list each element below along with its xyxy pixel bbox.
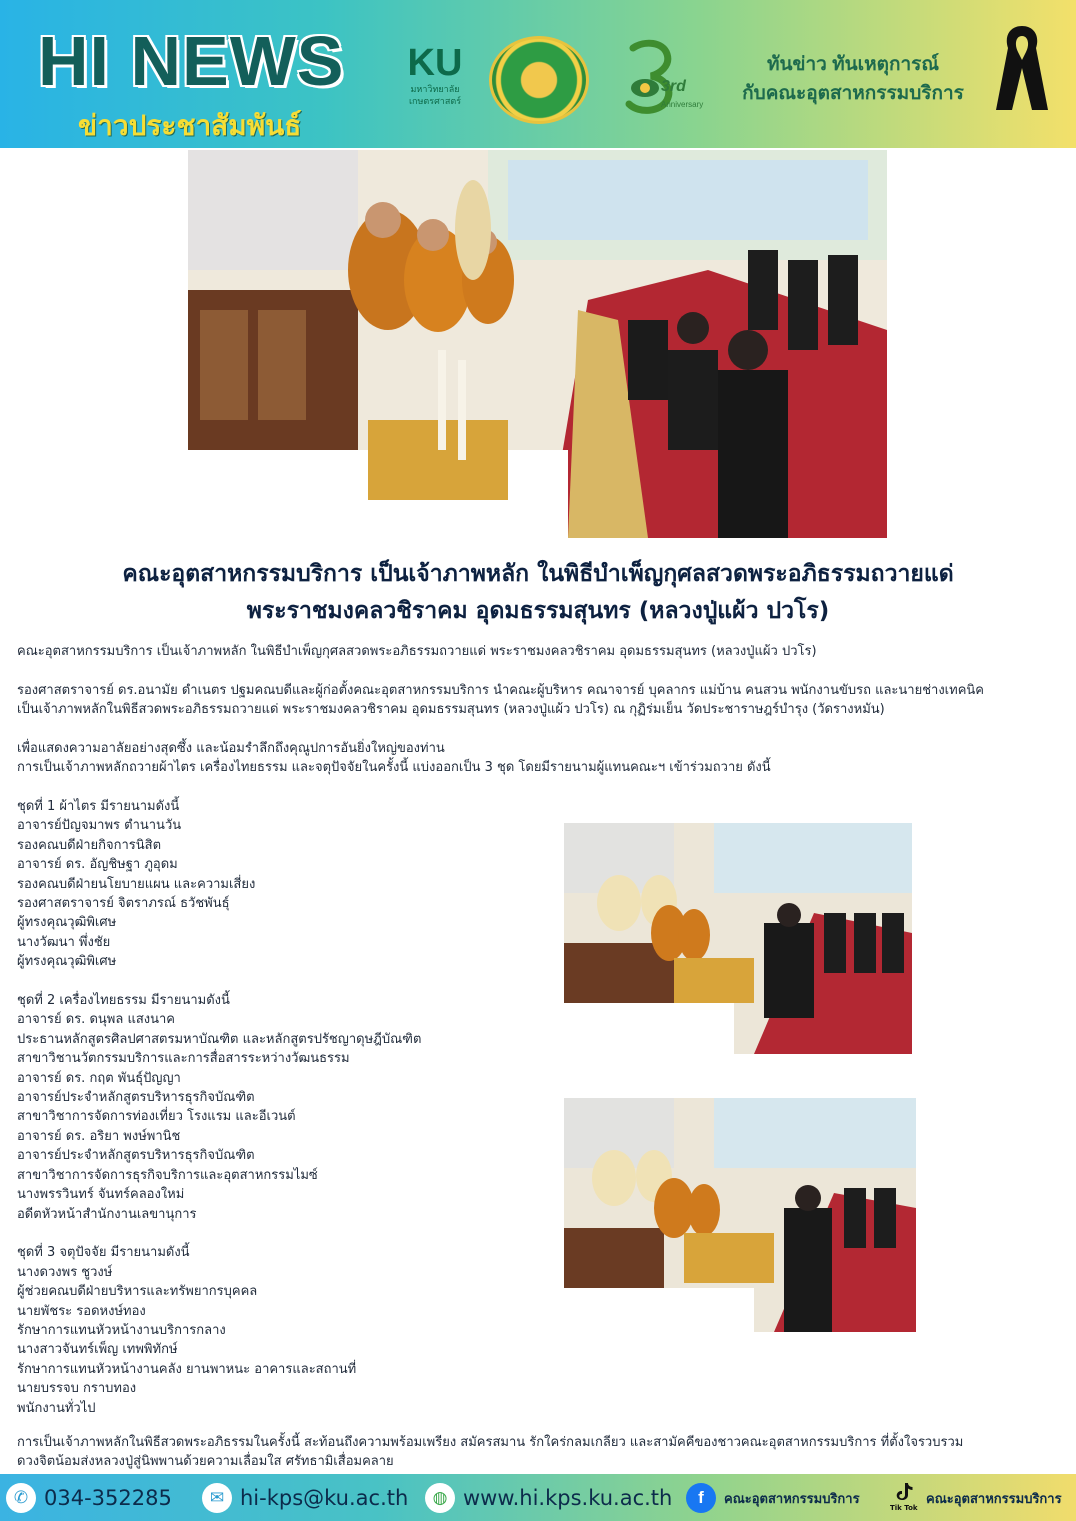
set1-line: ชุดที่ 1 ผ้าไตร มีรายนามดังนี้	[17, 799, 180, 814]
phone-number: 034-352285	[44, 1486, 172, 1510]
website-url: www.hi.kps.ku.ac.th	[463, 1486, 673, 1510]
set2-line: ประธานหลักสูตรศิลปศาสตรมหาบัณฑิต และหลักสูตรปรัชญาดุษฎีบัณฑิต	[17, 1031, 422, 1047]
tiktok-account-name: คณะอุตสาหกรรมบริการ	[926, 1491, 1062, 1507]
headline-line1: คณะอุตสาหกรรมบริการ เป็นเจ้าภาพหลัก ในพิธีบำเพ็ญกุศลสวดพระอภิธรรมถวายแด่	[122, 561, 954, 587]
tiktok-label: Tik Tok	[890, 1504, 918, 1512]
set3-line: รักษาการแทนหัวหน้างานบริการกลาง	[17, 1322, 226, 1338]
intro-paragraph: คณะอุตสาหกรรมบริการ เป็นเจ้าภาพหลัก ในพิธีบำเพ็ญกุศลสวดพระอภิธรรมถวายแด่ พระราชมงคลวชิราคม อุดมธรรมสุนทร (หลวงปู่แผ้ว ปวโร)	[17, 644, 817, 659]
slogan	[728, 50, 978, 108]
set2-block	[17, 991, 421, 1224]
set2-line: อาจารย์ ดร. อริยา พงษ์พานิช	[17, 1128, 181, 1144]
hi-news-logo: HI NEWS	[38, 22, 345, 100]
email-icon: ✉	[202, 1483, 232, 1513]
footer-website[interactable]	[425, 1480, 672, 1516]
headline-line2: พระราชมงคลวชิราคม อุดมธรรมสุนทร (หลวงปู่แผ้ว ปวโร)	[246, 598, 830, 624]
set2-line: สาขาวิชาการจัดการธุรกิจบริการและอุตสาหกรรมไมซ์	[17, 1167, 318, 1183]
closing-line2: ดวงจิตน้อมส่งหลวงปู่สู่นิพพานด้วยความเลื่อมใส ศรัทธามิเสื่อมคลาย	[17, 1454, 394, 1470]
header-banner	[0, 0, 1076, 148]
set2-line: อาจารย์ประจำหลักสูตรบริหารธุรกิจบัณฑิต	[17, 1148, 255, 1164]
closing-line1: การเป็นเจ้าภาพหลักในพิธีสวดพระอภิธรรมในครั้งนี้ สะท้อนถึงความพร้อมเพรียง สมัครสมาน รักใคร่กลมเกลียว และสามัคคีของชาวคณะอุตสาหกรรมบริการ ที่ตั้งใจรวบรวม	[17, 1435, 964, 1450]
set3-line: นายบรรจบ กราบทอง	[17, 1381, 137, 1397]
purpose-paragraph	[17, 739, 771, 778]
ceremony-photo-main	[188, 150, 887, 538]
article-headline	[12, 556, 1064, 630]
set2-line: อาจารย์ประจำหลักสูตรบริหารธุรกิจบัณฑิต	[17, 1090, 255, 1106]
purpose-line2: การเป็นเจ้าภาพหลักถวายผ้าไตร เครื่องไทยธรรม และจตุปัจจัยในครั้งนี้ แบ่งออกเป็น 3 ชุด โดยมีรายนามผู้แทนคณะฯ เข้าร่วมถวาย ดังนี้	[17, 760, 771, 776]
set3-line: นางสาวจันทร์เพ็ญ เทพพิทักษ์	[17, 1342, 178, 1358]
set2-line: สาขาวิชานวัตกรรมบริการและการสื่อสารระหว่างวัฒนธรรม	[17, 1051, 350, 1067]
faculty-seal-logo	[489, 36, 589, 124]
set1-block	[17, 797, 421, 972]
anniversary-number: 3rd	[661, 78, 686, 95]
slogan-line2: กับคณะอุตสาหกรรมบริการ	[742, 83, 964, 104]
ku-logo	[403, 42, 467, 120]
ku-name-line1: มหาวิทยาลัย	[410, 85, 460, 95]
closing-paragraph	[17, 1433, 963, 1472]
set3-line: นางดวงพร ชูวงษ์	[17, 1264, 113, 1280]
set1-line: รองศาสตราจารย์ จิตราภรณ์ ธวัชพันธุ์	[17, 896, 230, 912]
slogan-line1: ทันข่าว ทันเหตุการณ์	[767, 54, 939, 75]
donor-sets-list	[17, 797, 421, 1418]
organizer-line1: รองศาสตราจารย์ ดร.อนามัย ดำเนตร ปฐมคณบดีและผู้ก่อตั้งคณะอุตสาหกรรมบริการ นำคณะผู้บริหาร คณาจารย์ บุคลากร แม่บ้าน คนสวน พนักงานขับรถ และนายช่างเทคนิค	[17, 683, 984, 698]
set2-line: อดีตหัวหน้าสำนักงานเลขานุการ	[17, 1206, 197, 1222]
phone-icon: ✆	[6, 1483, 36, 1513]
set2-line: อาจารย์ ดร. ดนุพล แสงนาค	[17, 1012, 175, 1028]
anniversary-word: Anniversary	[661, 100, 704, 109]
set1-line: ผู้ทรงคุณวุฒิพิเศษ	[17, 915, 117, 931]
set1-line: ผู้ทรงคุณวุฒิพิเศษ	[17, 954, 117, 970]
ku-logo-letters: KU	[407, 42, 463, 84]
news-subtitle: ข่าวประชาสัมพันธ์	[78, 110, 302, 141]
set1-line: รองคณบดีฝ่ายนโยบายแผน และความเสี่ยง	[17, 876, 256, 892]
set1-line: อาจารย์ปัญจมาพร ตำนานวัน	[17, 818, 182, 834]
ku-name-line2: เกษตรศาสตร์	[408, 97, 462, 107]
set2-line: อาจารย์ ดร. กฤต พันธุ์ปัญญา	[17, 1070, 181, 1086]
black-ribbon-icon	[990, 22, 1054, 114]
facebook-page-name: คณะอุตสาหกรรมบริการ	[724, 1491, 860, 1507]
set1-line: นางวัฒนา พึ่งชัย	[17, 934, 111, 950]
ceremony-photo-2	[564, 823, 912, 1054]
facebook-icon: f	[686, 1483, 716, 1513]
footer-email[interactable]	[202, 1480, 408, 1516]
set3-line: ผู้ช่วยคณบดีฝ่ายบริหารและทรัพยากรบุคคล	[17, 1284, 258, 1300]
set2-line: ชุดที่ 2 เครื่องไทยธรรม มีรายนามดังนี้	[17, 993, 230, 1009]
ceremony-photo-3	[564, 1098, 916, 1332]
set3-line: นายพัชระ รอดหงษ์ทอง	[17, 1303, 146, 1319]
set1-line: อาจารย์ ดร. อัญชิษฐา ภูอุดม	[17, 857, 178, 873]
set3-line: พนักงานทั่วไป	[17, 1400, 96, 1416]
set3-line: ชุดที่ 3 จตุปัจจัย มีรายนามดังนี้	[17, 1245, 190, 1261]
set1-line: รองคณบดีฝ่ายกิจการนิสิต	[17, 837, 162, 853]
set2-line: สาขาวิชาการจัดการท่องเที่ยว โรงแรม และอีเวนต์	[17, 1109, 296, 1125]
organizer-line2: เป็นเจ้าภาพหลักในพิธีสวดพระอภิธรรมถวายแด่ พระราชมงคลวชิราคม อุดมธรรมสุนทร (หลวงปู่แผ้ว ปวโร) ณ กุฏิร่มเย็น วัดประชาราษฎร์บำรุง (วัดรางหมัน)	[17, 702, 885, 718]
tiktok-icon	[890, 1480, 918, 1516]
set3-line: รักษาการแทนหัวหน้างานคลัง ยานพาหนะ อาคารและสถานที่	[17, 1361, 357, 1377]
globe-icon: ◍	[425, 1483, 455, 1513]
set3-block	[17, 1243, 421, 1418]
purpose-line1: เพื่อแสดงความอาลัยอย่างสุดซึ้ง และน้อมรำลึกถึงคุณูปการอันยิ่งใหญ่ของท่าน	[17, 741, 445, 756]
organizer-paragraph	[17, 681, 984, 720]
footer-facebook[interactable]	[686, 1480, 860, 1516]
email-address: hi-kps@ku.ac.th	[240, 1486, 409, 1510]
contact-footer	[0, 1474, 1076, 1521]
anniversary-logo	[615, 38, 704, 118]
footer-phone[interactable]	[6, 1480, 172, 1516]
footer-tiktok[interactable]	[890, 1480, 1062, 1516]
set2-line: นางพรรวินทร์ จันทร์คลองใหม่	[17, 1187, 185, 1203]
